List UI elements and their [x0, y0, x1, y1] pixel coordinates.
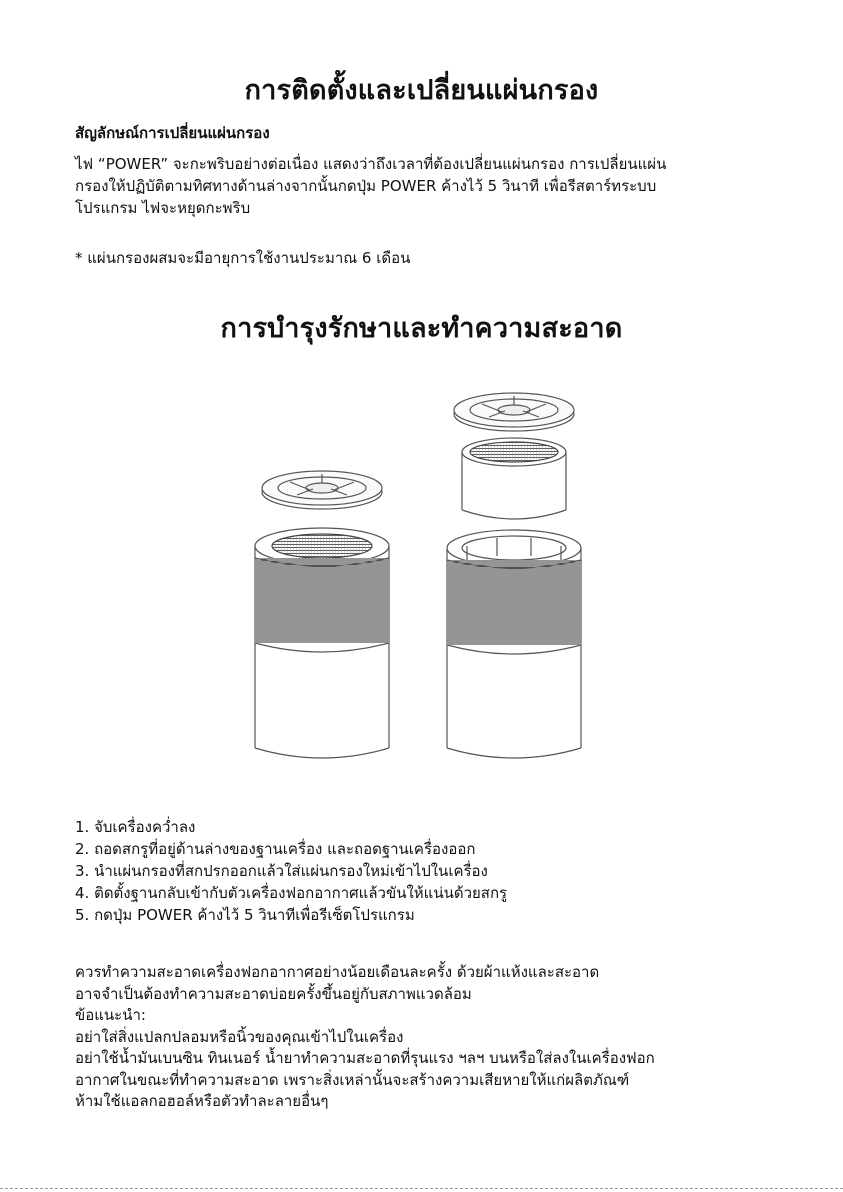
step-item: 2. ถอดสกรูที่อยู่ด้านล่างของฐานเครื่อง และถอดฐานเครื่องออก [75, 840, 476, 858]
filter-indicator-paragraph [75, 153, 780, 219]
air-purifier-filter-illustration [235, 378, 615, 778]
paragraph-line: ไฟ “POWER” จะกะพริบอย่างต่อเนื่อง แสดงว่าถึงเวลาที่ต้องเปลี่ยนแผ่นกรอง การเปลี่ยนแผ่น [75, 155, 667, 173]
care-line: อย่าใส่สิ่งแปลกปลอมหรือนิ้วของคุณเข้าไปในเครื่อง [75, 1027, 404, 1046]
paragraph-line: กรองให้ปฏิบัติตามทิศทางด้านล่างจากนั้นกดปุ่ม POWER ค้างไว้ 5 วินาที เพื่อรีสตาร์ทระบบ [75, 177, 657, 195]
step-item: 1. จับเครื่องคว่ำลง [75, 818, 196, 836]
care-line: ควรทำความสะอาดเครื่องฟอกอากาศอย่างน้อยเดือนละครั้ง ด้วยผ้าแห้งและสะอาด [75, 963, 600, 981]
cylindrical-filter [462, 438, 566, 519]
filter-lifetime-note: * แผ่นกรองผสมจะมีอายุการใช้งานประมาณ 6 เดือน [75, 249, 411, 267]
step-item: 5. กดปุ่ม POWER ค้างไว้ 5 วินาทีเพื่อรีเซ็ตโปรแกรม [75, 906, 415, 924]
purifier-body-left [255, 528, 389, 758]
cleaning-instructions [75, 962, 655, 1113]
paragraph-line: โปรแกรม ไฟจะหยุดกะพริบ [75, 199, 251, 217]
care-line: ห้ามใช้แอลกอฮอล์หรือตัวทำละลายอื่นๆ [75, 1092, 329, 1110]
step-item: 3. นำแผ่นกรองที่สกปรกออกแล้วใส่แผ่นกรองใหม่เข้าไปในเครื่อง [75, 862, 488, 880]
care-line: อากาศในขณะที่ทำความสะอาด เพราะสิ่งเหล่านั้นจะสร้างความเสียหายให้แก่ผลิตภัณฑ์ [75, 1070, 630, 1089]
care-line: อาจจำเป็นต้องทำความสะอาดบ่อยครั้งขึ้นอยู่กับสภาพแวดล้อม [75, 984, 472, 1003]
purifier-body-right [447, 530, 581, 758]
filter-indicator-subtitle: สัญลักษณ์การเปลี่ยนแผ่นกรอง [75, 124, 270, 142]
install-title: การติดตั้งและเปลี่ยนแผ่นกรอง [244, 75, 599, 106]
care-line: ข้อแนะนำ: [75, 1006, 146, 1024]
step-item: 4. ติดตั้งฐานกลับเข้ากับตัวเครื่องฟอกอากาศแล้วขันให้แน่นด้วยสกรู [75, 884, 508, 902]
care-line: อย่าใช้น้ำมันเบนซิน ทินเนอร์ น้ำยาทำความสะอาดที่รุนแรง ฯลฯ บนหรือใส่ลงในเครื่องฟอก [75, 1049, 655, 1067]
maintenance-steps [75, 816, 507, 926]
maintenance-title: การบำรุงรักษาและทำความสะอาด [220, 313, 623, 344]
page-bottom-rule [0, 1188, 843, 1189]
top-cover-right [454, 393, 574, 431]
top-cover-left [262, 471, 382, 509]
